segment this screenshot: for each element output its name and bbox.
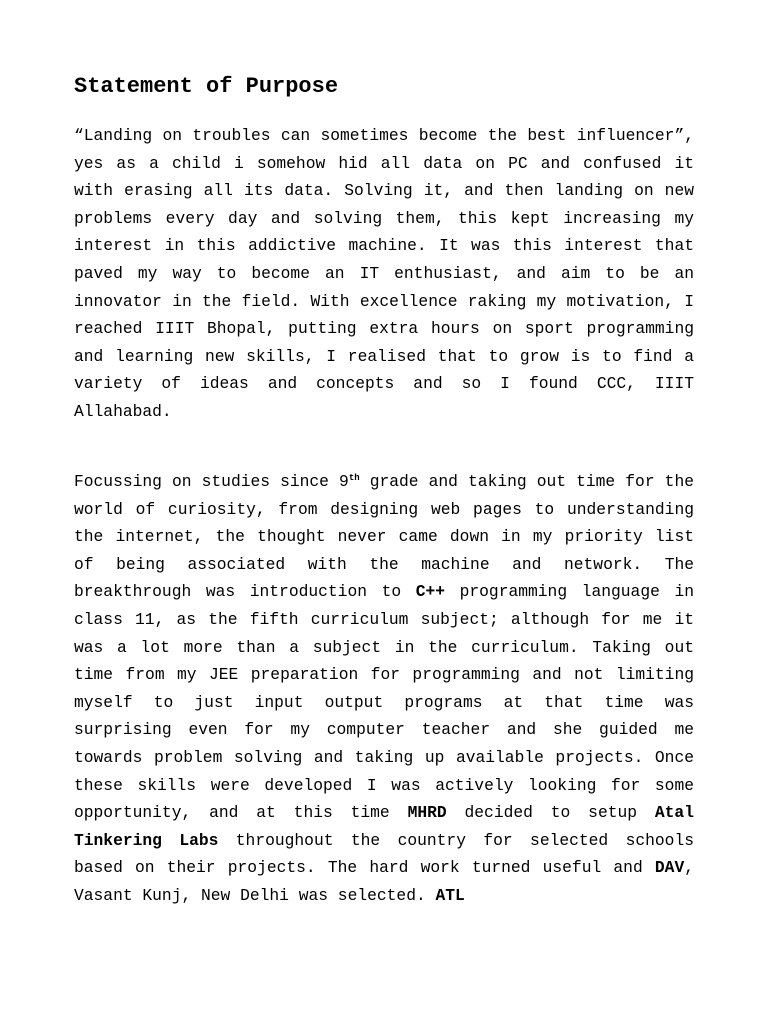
bold-atl: ATL — [435, 885, 465, 905]
bold-mhrd: MHRD — [407, 803, 447, 823]
bold-atal-tinkering-labs: Atal Tinkering Labs — [74, 803, 694, 850]
bold-dav: DAV — [654, 858, 685, 878]
paragraph-2-text-6: , Vasant Kunj, New Delhi was selected. — [74, 858, 694, 905]
paragraph-2-text-1: Focussing on studies since 9 — [74, 472, 349, 491]
paragraph-2-text-3: programming language in class 11, as the fifth curriculum subject; although for me it was a lot more than a subject in the curriculum. Taking out time from my JEE preparation for programming and not limiting myself to just input output programs at that time was surprising even for my computer teacher and she guided me towards problem solving and taking up available projects. Once these skills were developed I was actively looking for some opportunity, and at this time — [74, 582, 694, 823]
paragraph-2-text-5: throughout the country for selected schools based on their projects. The hard work turned useful and — [74, 830, 694, 878]
paragraph-1: “Landing on troubles can sometimes become the best influencer”, yes as a child i somehow hid all data on PC and confused it with erasing all its data. Solving it, and then landing on new problems every day and solving them, this kept increasing my interest in this addictive machine. It was this interest that paved my way to become an IT enthusiast, and aim to be an innovator in the field. With excellence raking my motivation, I reached IIIT Bhopal, putting extra hours on sport programming and learning new skills, I realised that to grow is to find a variety of ideas and concepts and so I found CCC, IIIT Allahabad. — [74, 126, 694, 421]
paragraph-2-text-4: decided to setup — [446, 803, 655, 823]
bold-cpp: C++ — [415, 582, 446, 602]
superscript-th: th — [348, 473, 360, 483]
paragraph-2 — [74, 468, 694, 910]
paragraph-2-text-2: grade and taking out time for the world of curiosity, from designing web pages to understanding the internet, the thought never came down in my priority list of being associated with the machine and network. The breakthrough was introduction to — [74, 472, 694, 602]
document-title: Statement of Purpose — [74, 74, 339, 99]
